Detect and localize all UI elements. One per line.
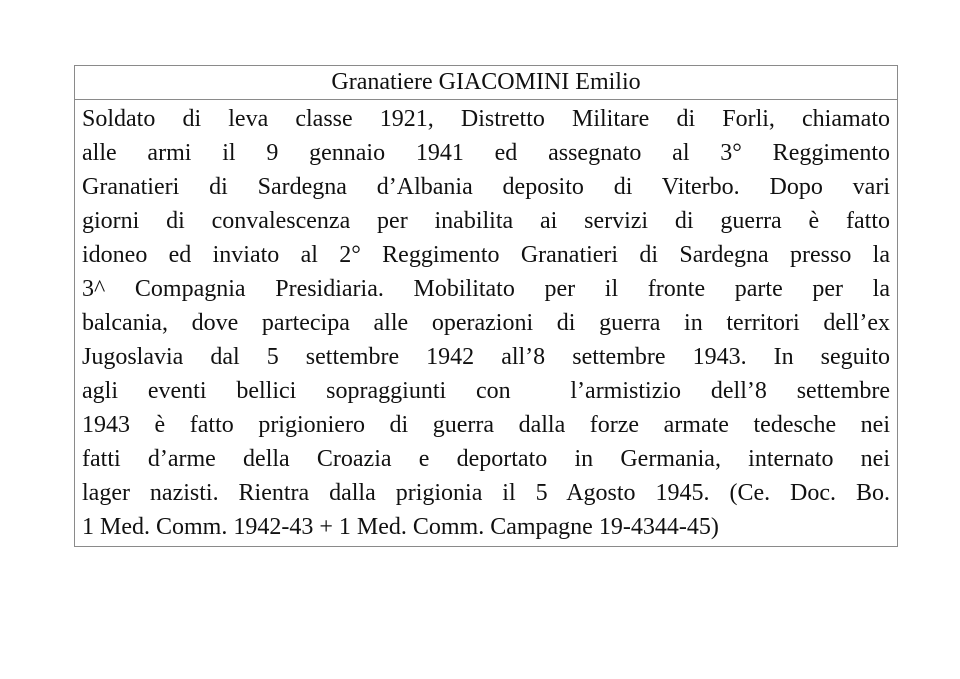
body-line: 3^ Compagnia Presidiaria. Mobilitato per il fronte parte per la <box>82 276 890 302</box>
record-body <box>75 100 897 546</box>
body-line: Jugoslavia dal 5 settembre 1942 all’8 settembre 1943. In seguito <box>82 344 890 370</box>
body-line: alle armi il 9 gennaio 1941 ed assegnato al 3° Reggimento <box>82 140 890 166</box>
body-line: 1943 è fatto prigioniero di guerra dalla forze armate tedesche nei <box>82 412 890 438</box>
body-line: balcania, dove partecipa alle operazioni di guerra in territori dell’ex <box>82 310 890 336</box>
body-line: lager nazisti. Rientra dalla prigionia il 5 Agosto 1945. (Ce. Doc. Bo. <box>82 480 890 506</box>
body-line: agli eventi bellici sopraggiunti con l’armistizio dell’8 settembre <box>82 378 890 404</box>
body-line: giorni di convalescenza per inabilita ai servizi di guerra è fatto <box>82 208 890 234</box>
record-title: Granatiere GIACOMINI Emilio <box>75 66 897 100</box>
body-line: idoneo ed inviato al 2° Reggimento Granatieri di Sardegna presso la <box>82 242 890 268</box>
body-line: fatti d’arme della Croazia e deportato in Germania, internato nei <box>82 446 890 472</box>
body-line: Granatieri di Sardegna d’Albania deposito di Viterbo. Dopo vari <box>82 174 890 200</box>
record-table <box>74 65 898 547</box>
body-line: 1 Med. Comm. 1942-43 + 1 Med. Comm. Campagne 19-4344-45) <box>82 514 719 540</box>
body-line: Soldato di leva classe 1921, Distretto Militare di Forli, chiamato <box>82 106 890 132</box>
